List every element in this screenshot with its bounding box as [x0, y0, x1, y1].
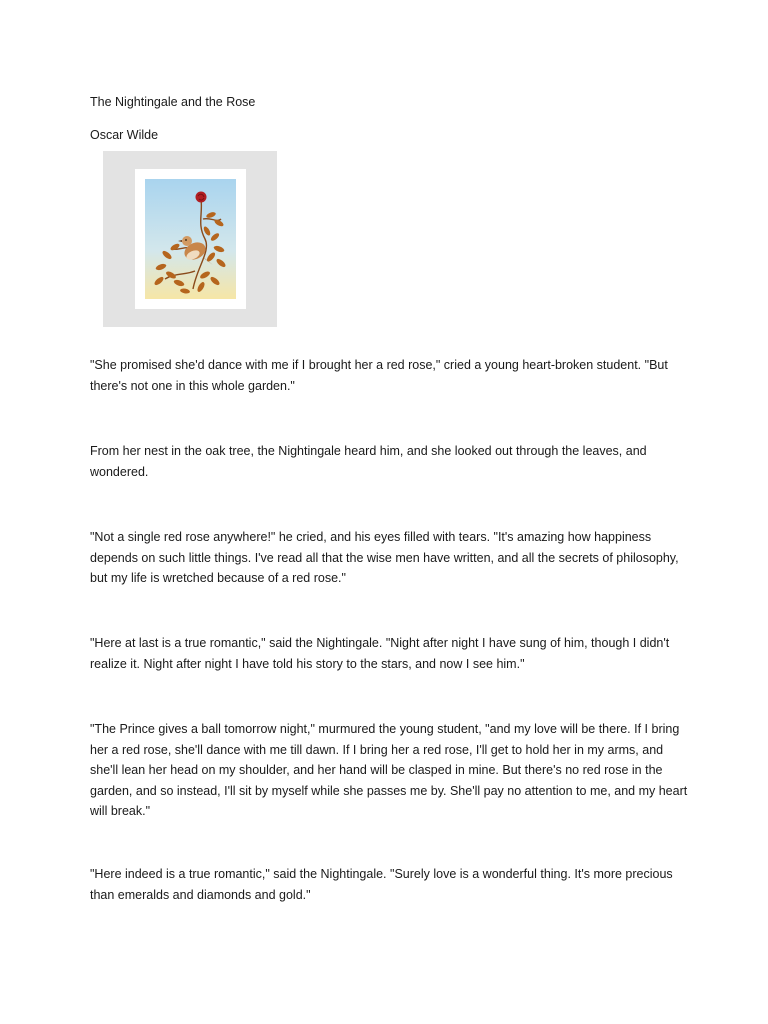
illustration-mat	[135, 169, 246, 309]
red-rose	[196, 192, 207, 203]
paragraph-5: "The Prince gives a ball tomorrow night," murmured the young student, "and my love will be there. If I bring her a red rose, she'll dance with me till dawn. If I bring her a red rose, I'll get to hold her in my arms, and she'll lean her head on my shoulder, and her hand will be clasped in mine. But there's no red rose in the garden, and so instead, I'll sit by myself while she passes me by. She'll pay no attention to me, and my heart will break."	[90, 722, 688, 818]
document-title: The Nightingale and the Rose	[90, 95, 256, 109]
paragraph-6: "Here indeed is a true romantic," said the Nightingale. "Surely love is a wonderful thing. It's more precious than emeralds and diamonds and gold."	[90, 867, 673, 902]
paragraph-3: "Not a single red rose anywhere!" he cried, and his eyes filled with tears. "It's amazing how happiness depends on such little things. I've read all that the wise men have written, and all the secrets of philosophy, but my life is wretched because of a red rose."	[90, 530, 679, 585]
document-author: Oscar Wilde	[90, 128, 159, 142]
paragraph-1: "She promised she'd dance with me if I brought her a red rose," cried a young heart-broken student. "But there's not one in this whole garden."	[90, 358, 668, 393]
nightingale-rose-illustration	[145, 179, 236, 299]
illustration-frame	[103, 151, 277, 327]
paragraph-2: From her nest in the oak tree, the Nightingale heard him, and she looked out through the leaves, and wondered.	[90, 444, 647, 479]
paragraph-4: "Here at last is a true romantic," said the Nightingale. "Night after night I have sung of him, though I didn't realize it. Night after night I have told his story to the stars, and now I see him."	[90, 636, 670, 671]
